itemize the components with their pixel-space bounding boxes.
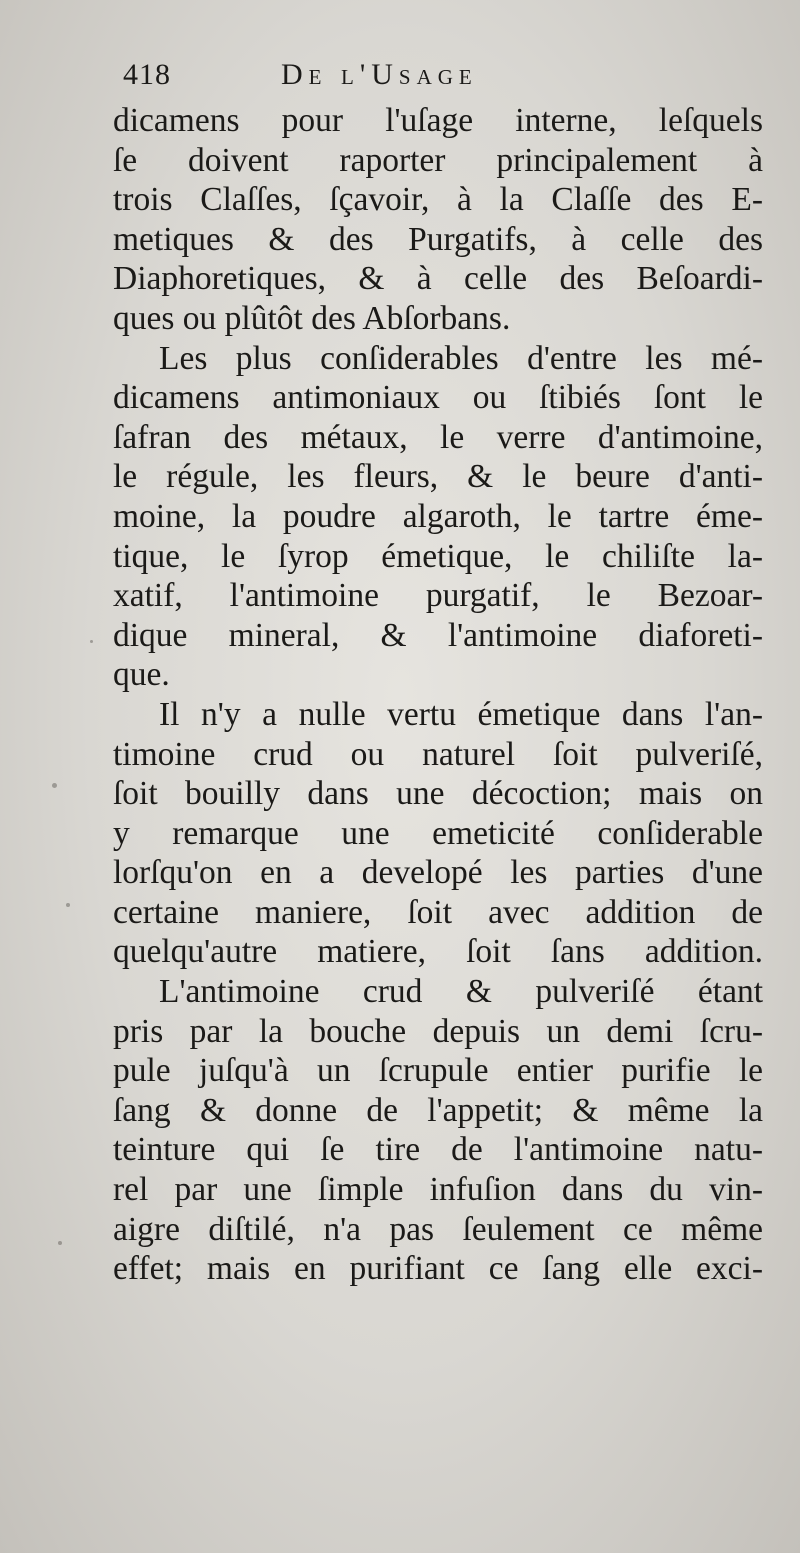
text-line: pule juſqu'à un ſcrupule entier purifie le <box>113 1052 763 1090</box>
text-line: xatif, l'antimoine purgatif, le Bezoar- <box>113 577 763 615</box>
text-line: ſafran des métaux, le verre d'antimoine, <box>113 418 763 456</box>
text-line: ſoit bouilly dans une décoction; mais on <box>113 775 763 813</box>
text-line: tique, le ſyrop émetique, le chiliſte la- <box>113 537 763 575</box>
text-line: metiques & des Purgatifs, à celle des <box>113 220 763 258</box>
page-text <box>113 55 763 1289</box>
text-line: Il n'y a nulle vertu émetique dans l'an- <box>159 695 763 733</box>
text-line: Les plus conſiderables d'entre les mé- <box>159 339 763 377</box>
text-line: moine, la poudre algaroth, le tartre éme- <box>113 497 763 535</box>
text-line: pris par la bouche depuis un demi ſcru- <box>113 1012 763 1050</box>
text-line: le régule, les fleurs, & le beure d'anti- <box>113 458 763 496</box>
paper-speck <box>66 903 70 907</box>
text-line: ſe doivent raporter principalement à <box>113 141 763 179</box>
page-number: 418 <box>123 58 171 91</box>
text-line: dique mineral, & l'antimoine diaforeti- <box>113 616 763 654</box>
text-body <box>113 101 763 1289</box>
text-line: teinture qui ſe tire de l'antimoine natu- <box>113 1131 763 1169</box>
text-line: dicamens antimoniaux ou ſtibiés ſont le <box>113 379 763 417</box>
text-line: dicamens pour l'uſage interne, leſquels <box>113 102 763 139</box>
text-line: ſang & donne de l'appetit; & même la <box>113 1091 763 1129</box>
text-line: trois Claſſes, ſçavoir, à la Claſſe des E- <box>113 181 763 219</box>
text-line: timoine crud ou naturel ſoit pulveriſé, <box>113 735 763 773</box>
text-line: aigre diſtilé, n'a pas ſeulement ce même <box>113 1210 763 1248</box>
paper-speck <box>90 640 93 643</box>
paper-speck <box>58 1241 62 1245</box>
text-line: certaine maniere, ſoit avec addition de <box>113 893 763 931</box>
text-line: effet; mais en purifiant ce ſang elle exci- <box>113 1250 763 1288</box>
text-line: y remarque une emeticité conſiderable <box>113 814 763 852</box>
text-line: rel par une ſimple infuſion dans du vin- <box>113 1171 763 1209</box>
page-header <box>113 55 763 95</box>
running-head: De l'Usage <box>281 58 478 91</box>
text-line: lorſqu'on en a developé les parties d'une <box>113 854 763 892</box>
text-line: quelqu'autre matiere, ſoit ſans addition. <box>113 933 763 971</box>
text-line: que. <box>113 656 170 694</box>
text-line: L'antimoine crud & pulveriſé étant <box>159 973 763 1011</box>
paper-speck <box>52 783 57 788</box>
text-line: ques ou plûtôt des Abſorbans. <box>113 299 511 337</box>
text-line: Diaphoretiques, & à celle des Beſoardi- <box>113 260 763 298</box>
